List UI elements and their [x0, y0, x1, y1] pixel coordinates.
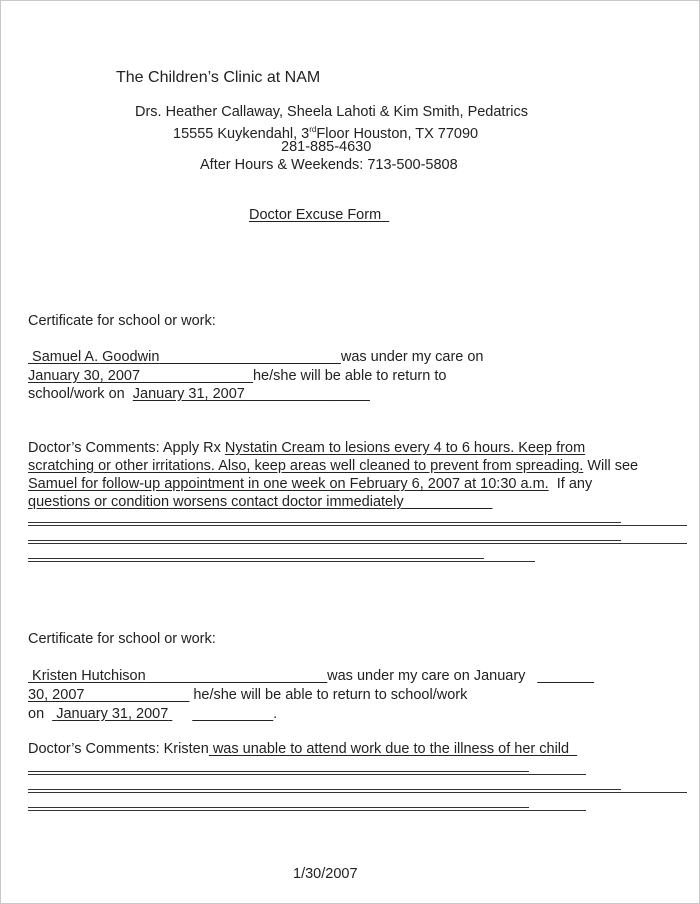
after-hours-line: After Hours & Weekends: 713-500-5808: [200, 157, 458, 173]
cert1-comments-line3: [28, 475, 592, 493]
cert1-rule-6: [28, 561, 535, 562]
cert2-comments-line1: [28, 740, 577, 758]
cert1-school-work-on: school/work on: [28, 386, 125, 402]
address-street: 15555 Kuykendahl, 3: [173, 125, 310, 142]
cert1-comments-text2: scratching or other irritations. Also, keep areas well cleaned to prevent from spreading.: [28, 458, 584, 474]
cert2-rule-1: [28, 771, 529, 772]
cert1-line2: [28, 367, 446, 385]
cert2-care-date: 30, 2007_____________: [28, 687, 190, 703]
cert2-rule-6: [28, 810, 586, 811]
cert1-comments-line1: [28, 439, 585, 457]
cert1-line1: [28, 348, 484, 366]
cert2-comments-text1-inner: was unable to attend work due to the illness of her child: [212, 741, 570, 757]
cert2-rule-5: [28, 807, 529, 808]
cert1-rule-4: [28, 543, 687, 544]
cert2-care-date-text: 30, 2007: [28, 687, 85, 703]
cert1-heading: Certificate for school or work:: [28, 313, 216, 329]
cert1-return-date-tail: ____: [333, 386, 370, 402]
cert1-return-date: January 31, 2007___________: [132, 386, 334, 402]
address-city: Floor Houston, TX 77090: [316, 125, 479, 142]
cert2-comments-label: Doctor’s Comments: Kristen: [28, 741, 209, 757]
cert2-patient-name-text: Kristen Hutchison: [32, 668, 146, 684]
cert2-return-text: he/she will be able to return to school/work: [193, 687, 468, 703]
doctors-line: Drs. Heather Callaway, Sheela Lahoti & Kim Smith, Pedatrics: [135, 104, 529, 120]
cert1-care-text: was under my care on: [340, 349, 484, 365]
cert1-rule-5: [28, 558, 484, 559]
cert1-comments-line4: [28, 493, 492, 511]
cert2-rule-3: [28, 789, 621, 790]
cert1-return-text: he/she will be able to return to: [252, 368, 447, 384]
cert1-rule-2: [28, 525, 687, 526]
cert1-comments-text3b: If any: [556, 476, 593, 492]
address-ordinal: rd: [309, 125, 317, 134]
cert1-line3: [28, 385, 370, 403]
cert2-care-month: January: [473, 668, 526, 684]
cert2-patient-name: Kristen Hutchison ______________________: [32, 668, 328, 684]
cert1-comments-text1: Nystatin Cream to lesions every 4 to 6 hours. Keep from: [224, 440, 586, 456]
cert2-return-date: [52, 706, 172, 722]
cert1-comments-text4-inner: questions or condition worsens contact doctor immediately: [28, 494, 404, 510]
cert2-heading: Certificate for school or work:: [28, 631, 216, 647]
form-title: [249, 206, 389, 224]
cert1-patient-name: Samuel A. Goodwin ______________________: [32, 349, 341, 365]
cert2-line2: [28, 686, 467, 704]
cert1-rule-3: [28, 540, 621, 541]
cert2-rule-4: [28, 792, 687, 793]
cert2-comments-text1: [209, 741, 577, 757]
cert2-return-date-tail: __________: [192, 706, 274, 722]
cert1-comments-text2b: Will see: [587, 458, 639, 474]
cert1-patient-name-text: Samuel A. Goodwin: [32, 349, 160, 365]
cert2-line3: on January 31, 2007 __________.: [28, 706, 278, 722]
cert1-comments-label: Doctor’s Comments: Apply Rx: [28, 440, 221, 456]
cert1-comments-line2: [28, 457, 638, 475]
phone-line: 281-885-4630: [281, 139, 372, 155]
cert1-comments-text3: Samuel for follow-up appointment in one week on February 6, 2007 at 10:30 a.m.: [28, 476, 549, 492]
clinic-name: The Children’s Clinic at NAM: [116, 69, 321, 86]
cert1-comments-text4: questions or condition worsens contact doctor immediately___: [28, 494, 428, 510]
cert2-care-text: was under my care on: [327, 668, 470, 684]
cert2-care-month-tail: _______: [537, 668, 594, 684]
form-title-text: Doctor Excuse Form: [249, 207, 382, 223]
cert1-care-date-text: January 30, 2007: [28, 368, 141, 384]
cert2-rule-2: [28, 774, 586, 775]
cert1-rule-1: [28, 522, 621, 523]
footer-date: 1/30/2007: [293, 866, 358, 882]
cert2-line1: [28, 667, 594, 685]
cert1-care-date: January 30, 2007______________: [28, 368, 253, 384]
cert1-comments-tail: ________: [427, 494, 493, 510]
cert1-return-date-text: January 31, 2007: [132, 386, 245, 402]
cert2-return-date-text: January 31, 2007: [56, 706, 169, 722]
cert2-on-label: on: [28, 706, 45, 722]
